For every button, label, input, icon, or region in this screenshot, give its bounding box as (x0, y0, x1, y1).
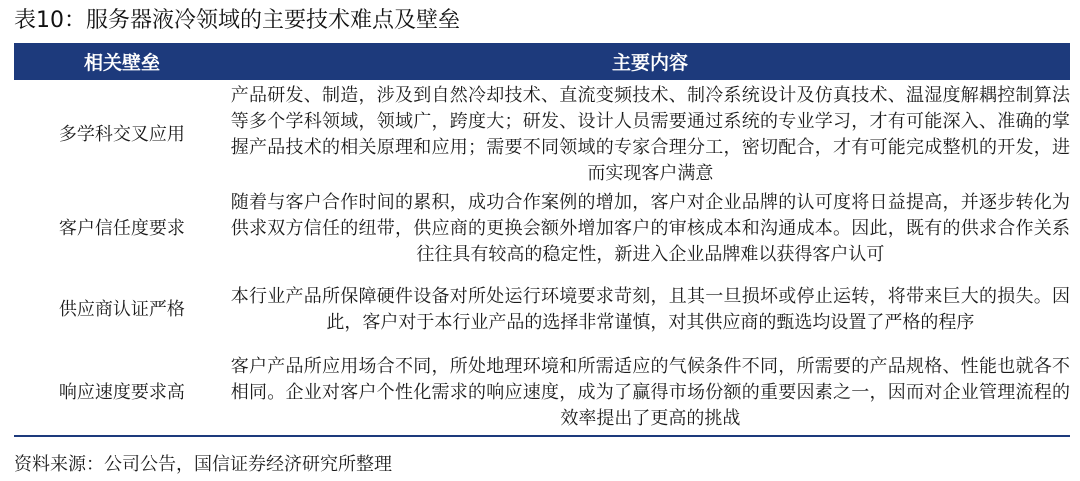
content-cell: 产品研发、制造，涉及到自然冷却技术、直流变频技术、制冷系统设计及仿真技术、温湿度解耦控制算法等多个学科领域，领域广，跨度大；研发、设计人员需要通过系统的专业学习，才有可能深入、准确的掌握产品技术的相关原理和应用；需要不同领域的专家合理分工，密切配合，才有可能完成整机的开发，进而实现客户满意 (230, 84, 1070, 184)
table-row (14, 189, 1070, 269)
table-title: 表10：服务器液冷领域的主要技术难点及壁垒 (14, 8, 460, 33)
source-note: 资料来源：公司公告，国信证券经济研究所整理 (14, 454, 392, 475)
header-content: 主要内容 (611, 52, 688, 74)
barrier-cell: 供应商认证严格 (58, 299, 185, 320)
barrier-cell: 响应速度要求高 (58, 382, 185, 403)
content-cell: 客户产品所应用场合不同，所处地理环境和所需适应的气候条件不同，所需要的产品规格、性能也就各不相同。企业对客户个性化需求的响应速度，成为了赢得市场份额的重要因素之一，因而对企业管理流程的效率提出了更高的挑战 (230, 356, 1070, 429)
barrier-cell: 客户信任度要求 (58, 218, 185, 239)
table-header (14, 43, 1070, 80)
barrier-cell: 多学科交叉应用 (58, 123, 185, 145)
table-row (14, 269, 1070, 351)
bottom-rule (14, 435, 1070, 437)
content-cell: 随着与客户合作时间的累积，成功合作案例的增加，客户对企业品牌的认可度将日益提高，并逐步转化为供求双方信任的纽带，供应商的更换会额外增加客户的审核成本和沟通成本。因此，既有的供求合作关系往往具有较高的稳定性，新进入企业品牌难以获得客户认可 (230, 192, 1070, 265)
table-row (14, 80, 1070, 189)
barriers-table (14, 43, 1070, 437)
content-cell: 本行业产品所保障硬件设备对所处运行环境要求苛刻，且其一旦损坏或停止运转，将带来巨大的损失。因此，客户对于本行业产品的选择非常谨慎，对其供应商的甄选均设置了严格的程序 (230, 286, 1070, 333)
header-barrier: 相关壁垒 (83, 52, 160, 74)
table-row (14, 351, 1070, 435)
